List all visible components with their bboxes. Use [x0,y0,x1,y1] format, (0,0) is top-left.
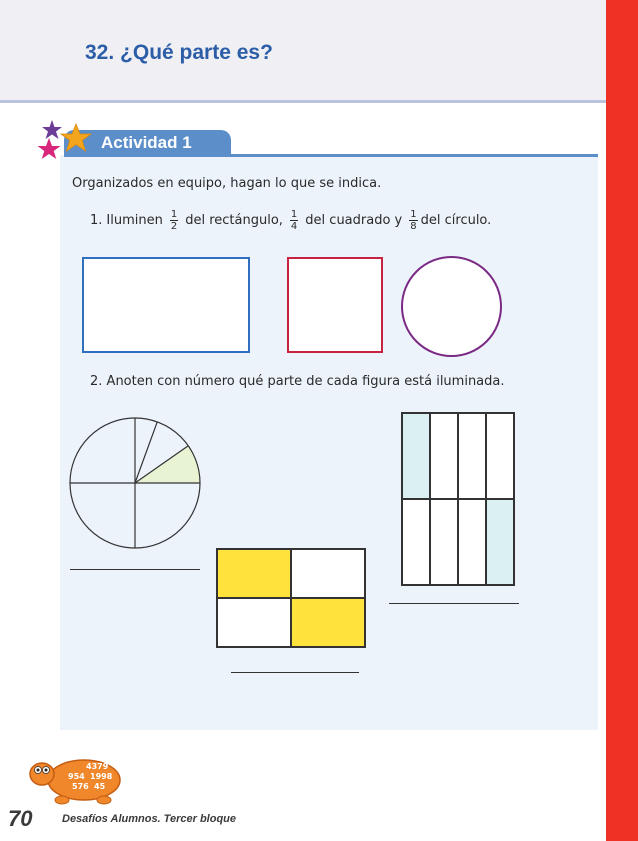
bar-grid-cell-4 [486,413,514,499]
task-2-number: 2. [90,374,103,389]
bar-grid-cell-5 [402,499,430,585]
pie-shaded-sector [135,446,200,483]
task-2-text: Anoten con número qué parte de cada figura está iluminada. [106,374,505,389]
answer-line-square[interactable] [231,672,359,673]
pie-figure [65,413,205,553]
circle-to-color[interactable] [401,256,502,357]
task-1-text-square: del cuadrado y [305,212,403,228]
fraction-one-half [170,209,178,232]
bar-grid-figure [401,412,515,586]
lesson-title: 32. ¿Qué parte es? [85,41,273,64]
mascot-number-5: 45 [94,782,106,791]
page-number: 70 [8,806,33,831]
stars-icon [38,118,98,166]
turtle-mascot-icon [28,752,124,810]
task-2 [90,374,505,389]
header-divider [0,100,606,103]
answer-line-pie[interactable] [70,569,200,570]
bar-grid-cell-6 [430,499,458,585]
star-purple-icon [42,120,62,139]
book-title: Desafíos Alumnos. Tercer bloque [62,813,237,825]
bar-grid-cell-7 [458,499,486,585]
mascot-number-4: 576 [72,782,89,791]
activity-tab-label: Actividad 1 [101,133,192,152]
bar-grid-cell-8 [486,499,514,585]
mascot-number-1: 4379 [86,762,109,771]
activity-tab-rule [231,154,598,157]
square-grid-cell-3 [217,598,291,647]
fraction-denominator: 2 [170,220,178,232]
bar-grid-cell-1 [402,413,430,499]
turtle-head [30,763,54,785]
page-edge-strip [606,0,638,841]
rectangle-to-color[interactable] [82,257,250,353]
square-grid-cell-2 [291,549,365,598]
fraction-numerator: 1 [170,208,178,220]
task-1-verb: Iluminen [106,212,163,228]
fraction-one-eighth [409,209,417,232]
task-1-text-rectangle: del rectángulo, [185,212,283,228]
square-to-color[interactable] [287,257,383,353]
square-grid-cell-1 [217,549,291,598]
fraction-denominator: 4 [290,220,298,232]
fraction-numerator: 1 [290,208,298,220]
task-1-number: 1. [90,212,103,228]
star-pink-icon [38,138,61,159]
mascot-number-2: 954 [68,772,85,781]
mascot-number-3: 1998 [90,772,113,781]
square-grid-cell-4 [291,598,365,647]
fraction-one-quarter [290,209,298,232]
answer-line-bars[interactable] [389,603,519,604]
bar-grid-cell-3 [458,413,486,499]
instructions-text: Organizados en equipo, hagan lo que se indica. [72,176,382,191]
bar-grid-cell-2 [430,413,458,499]
fraction-numerator: 1 [410,208,417,220]
task-1-text-circle: del círculo. [420,212,492,228]
star-gold-icon [61,124,91,151]
task-1 [90,205,491,235]
fraction-denominator: 8 [410,220,417,232]
square-grid-figure [216,548,366,648]
